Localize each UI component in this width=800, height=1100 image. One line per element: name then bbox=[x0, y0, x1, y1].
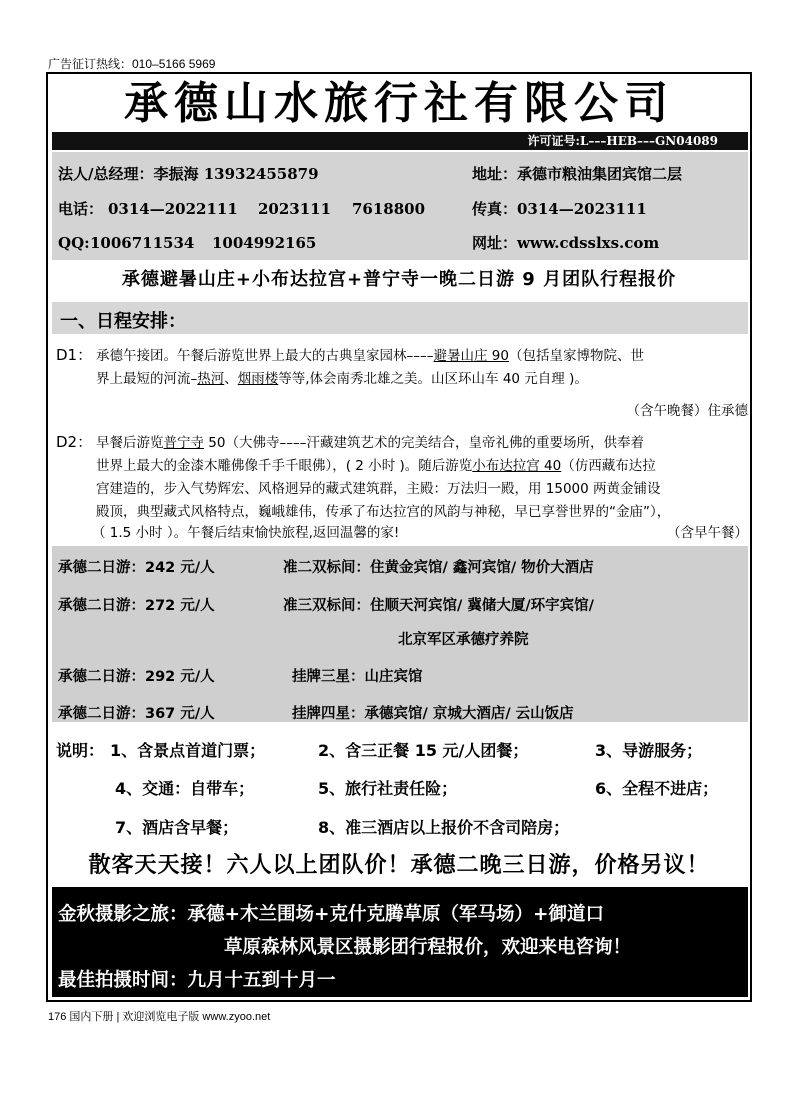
day2-highlight-potala: 小布达拉宫 40 bbox=[472, 458, 562, 474]
day1-text: 承德午接团。午餐后游览世界上最大的古典皇家园林–––– bbox=[96, 348, 434, 364]
qq-1: 1006711534 bbox=[90, 234, 195, 252]
fax: 传真：0314—2023111 bbox=[472, 200, 647, 218]
day2-line4: 殿顶，典型藏式风格特点，巍峨雄伟，传承了布达拉宫的风韵与神秘，早已享誉世界的“金庙”）， bbox=[96, 504, 671, 520]
notes-label: 说明： bbox=[56, 741, 105, 760]
day1-highlight-summer-resort: 避暑山庄 90 bbox=[433, 348, 509, 364]
day2-line5: （ 1.5 小时 ）。午餐后结束愉快旅程,返回温馨的家! bbox=[92, 525, 400, 541]
page-footer: 176 国内下册 | 欢迎浏览电子版 www.zyoo.net bbox=[48, 1011, 271, 1023]
qq-label: QQ: bbox=[58, 234, 90, 252]
hotel-option-3: 挂牌三星：山庄宾馆 bbox=[292, 669, 423, 685]
ad-hotline: 广告征订热线：010–5166 5969 bbox=[48, 57, 216, 71]
day2-line3: 宫建造的，步入气势辉宏、风格迥异的藏式建筑群，主殿：万法归一殿，用 15000 两黄金铺设 bbox=[96, 481, 661, 497]
note-5: 5、旅行社责任险； bbox=[318, 779, 458, 798]
day2-line2 bbox=[96, 455, 656, 477]
route-title: 承德避暑山庄+小布达拉宫+普宁寺一晚二日游 9 月团队行程报价 bbox=[121, 269, 677, 290]
day1-highlight-rehe: 热河 bbox=[197, 371, 225, 387]
day1-highlight-yanyulou: 烟雨楼 bbox=[237, 371, 279, 387]
phone-label: 电话： bbox=[58, 200, 104, 218]
day2-line1 bbox=[96, 432, 644, 454]
address: 地址：承德市粮油集团宾馆二层 bbox=[472, 165, 683, 183]
hotel-option-2b: 北京军区承德疗养院 bbox=[398, 632, 529, 648]
website: 网址：www.cdsslxs.com bbox=[472, 234, 660, 252]
hotel-option-2: 准三双标间：住顺天河宾馆/ 冀储大厦/环宇宾馆/ bbox=[283, 598, 594, 614]
promo-title: 金秋摄影之旅： bbox=[58, 904, 188, 925]
promo-line1 bbox=[58, 900, 604, 926]
phone-3: 7618800 bbox=[352, 200, 426, 218]
slogan: 散客天天接！六人以上团队价！承德二晚三日游，价格另议！ bbox=[88, 853, 710, 878]
qq-2: 1004992165 bbox=[212, 234, 317, 252]
day1-line2 bbox=[96, 368, 588, 390]
note-7: 7、酒店含早餐； bbox=[115, 818, 239, 837]
hotel-option-4: 挂牌四星：承德宾馆/ 京城大酒店/ 云山饭店 bbox=[292, 706, 574, 722]
day2-text: （仿西藏布达拉 bbox=[561, 458, 656, 474]
day1-line1 bbox=[96, 345, 644, 367]
company-title: 承德山水旅行社有限公司 bbox=[124, 78, 674, 129]
day2-text: 50（大佛寺––––汗藏建筑艺术的完美结合，皇帝礼佛的重要场所，供奉着 bbox=[204, 435, 644, 451]
day1-label: D1： bbox=[56, 346, 93, 364]
day1-meals: （含午晚餐）住承德 bbox=[626, 403, 748, 419]
day2-highlight-puning: 普宁寺 bbox=[163, 435, 204, 451]
legal-person: 法人/总经理：李振海 13932455879 bbox=[58, 165, 319, 183]
price-367: 承德二日游：367 元/人 bbox=[58, 706, 215, 722]
note-2: 2、含三正餐 15 元/人团餐； bbox=[318, 741, 529, 760]
note-4: 4、交通：自带车； bbox=[115, 779, 255, 798]
phone-1: 0314—2022111 bbox=[108, 200, 238, 218]
note-3: 3、导游服务； bbox=[595, 741, 703, 760]
promo-line3: 最佳拍摄时间：九月十五到十月一 bbox=[58, 970, 336, 991]
day1-text: 、 bbox=[224, 371, 238, 387]
day1-text: 界上最短的河流– bbox=[96, 371, 198, 387]
promo-route: 承德+木兰围场+克什克腾草原（军马场）+御道口 bbox=[187, 904, 605, 925]
note-1: 1、含景点首道门票； bbox=[110, 741, 266, 760]
price-272: 承德二日游：272 元/人 bbox=[58, 598, 215, 614]
schedule-heading: 一、日程安排： bbox=[60, 311, 186, 332]
day2-meals: （含早午餐） bbox=[667, 525, 748, 541]
hotel-option-1: 准二双标间：住黄金宾馆/ 鑫河宾馆/ 物价大酒店 bbox=[283, 560, 594, 576]
day2-label: D2： bbox=[56, 433, 93, 451]
note-6: 6、全程不进店； bbox=[595, 779, 719, 798]
promo-line2: 草原森林风景区摄影团行程报价，欢迎来电咨询！ bbox=[224, 937, 632, 958]
license-bar: 许可证号:L–––HEB–––GN04089 bbox=[52, 132, 748, 150]
note-8: 8、准三酒店以上报价不含司陪房； bbox=[318, 818, 570, 837]
price-292: 承德二日游：292 元/人 bbox=[58, 669, 215, 685]
day1-text: 等等,体会南秀北雄之美。山区环山车 40 元自理 )。 bbox=[278, 371, 588, 387]
day2-text: 早餐后游览 bbox=[96, 435, 164, 451]
phone-2: 2023111 bbox=[258, 200, 332, 218]
day2-text: 世界上最大的金漆木雕佛像千手千眼佛），( 2 小时 )。随后游览 bbox=[96, 458, 473, 474]
day1-text: （包括皇家博物院、世 bbox=[508, 348, 644, 364]
price-242: 承德二日游：242 元/人 bbox=[58, 560, 215, 576]
